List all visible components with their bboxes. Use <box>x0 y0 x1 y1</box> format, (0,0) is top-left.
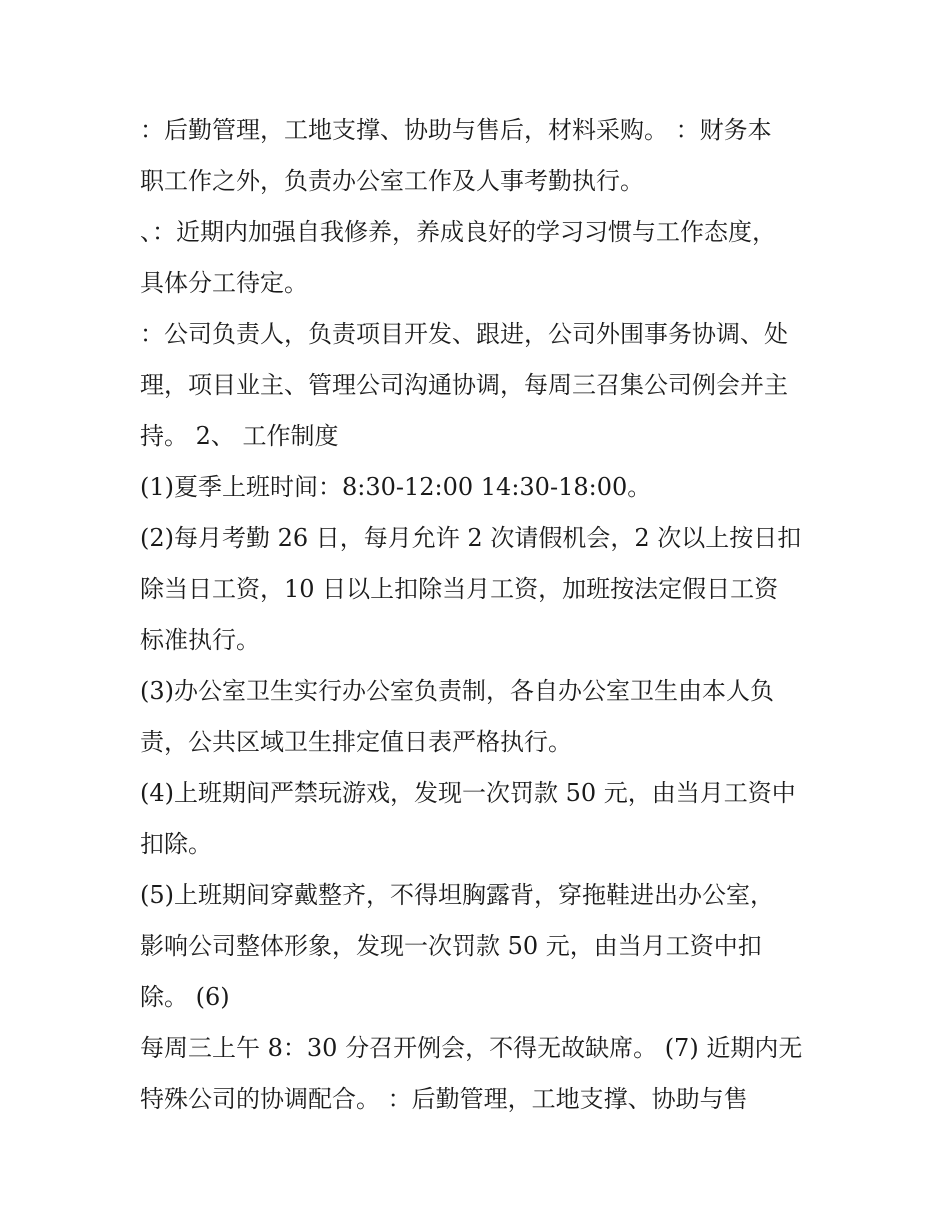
document-body <box>140 105 830 1125</box>
text-line-3: 、：近期内加强自我修养，养成良好的学习习惯与工作态度， <box>140 218 776 246</box>
text-line-12: (3)办公室卫生实行办公室负责制，各自办公室卫生由本人负 <box>140 677 774 705</box>
text-line-11: 标准执行。 <box>140 626 260 654</box>
text-line-20: 特殊公司的协调配合。 ：后勤管理，工地支撑、协助与售 <box>140 1085 748 1113</box>
text-line-4: 具体分工待定。 <box>140 269 308 297</box>
text-line-5: ：公司负责人，负责项目开发、跟进，公司外围事务协调、处 <box>140 320 788 348</box>
text-line-14: (4)上班期间严禁玩游戏，发现一次罚款 50 元，由当月工资中 <box>140 779 796 807</box>
text-line-6: 理，项目业主、管理公司沟通协调，每周三召集公司例会并主 <box>140 371 788 399</box>
text-line-1: ：后勤管理，工地支撑、协助与售后，材料采购。 ：财务本 <box>140 116 772 144</box>
text-line-17: 影响公司整体形象，发现一次罚款 50 元，由当月工资中扣 <box>140 932 762 960</box>
text-line-9: (2)每月考勤 26 日，每月允许 2 次请假机会，2 次以上按日扣 <box>140 524 802 552</box>
text-line-15: 扣除。 <box>140 830 212 858</box>
text-line-13: 责，公共区域卫生排定值日表严格执行。 <box>140 728 572 756</box>
text-line-16: (5)上班期间穿戴整齐，不得坦胸露背，穿拖鞋进出办公室， <box>140 881 774 909</box>
text-line-18: 除。 (6) <box>140 983 230 1011</box>
text-line-2: 职工作之外，负责办公室工作及人事考勤执行。 <box>140 167 644 195</box>
text-line-19: 每周三上午 8：30 分召开例会，不得无故缺席。 (7) 近期内无 <box>140 1034 803 1062</box>
text-line-10: 除当日工资，10 日以上扣除当月工资，加班按法定假日工资 <box>140 575 779 603</box>
text-line-8: (1)夏季上班时间：8:30-12:00 14:30-18:00。 <box>140 473 652 501</box>
text-line-7: 持。 2、 工作制度 <box>140 422 339 450</box>
